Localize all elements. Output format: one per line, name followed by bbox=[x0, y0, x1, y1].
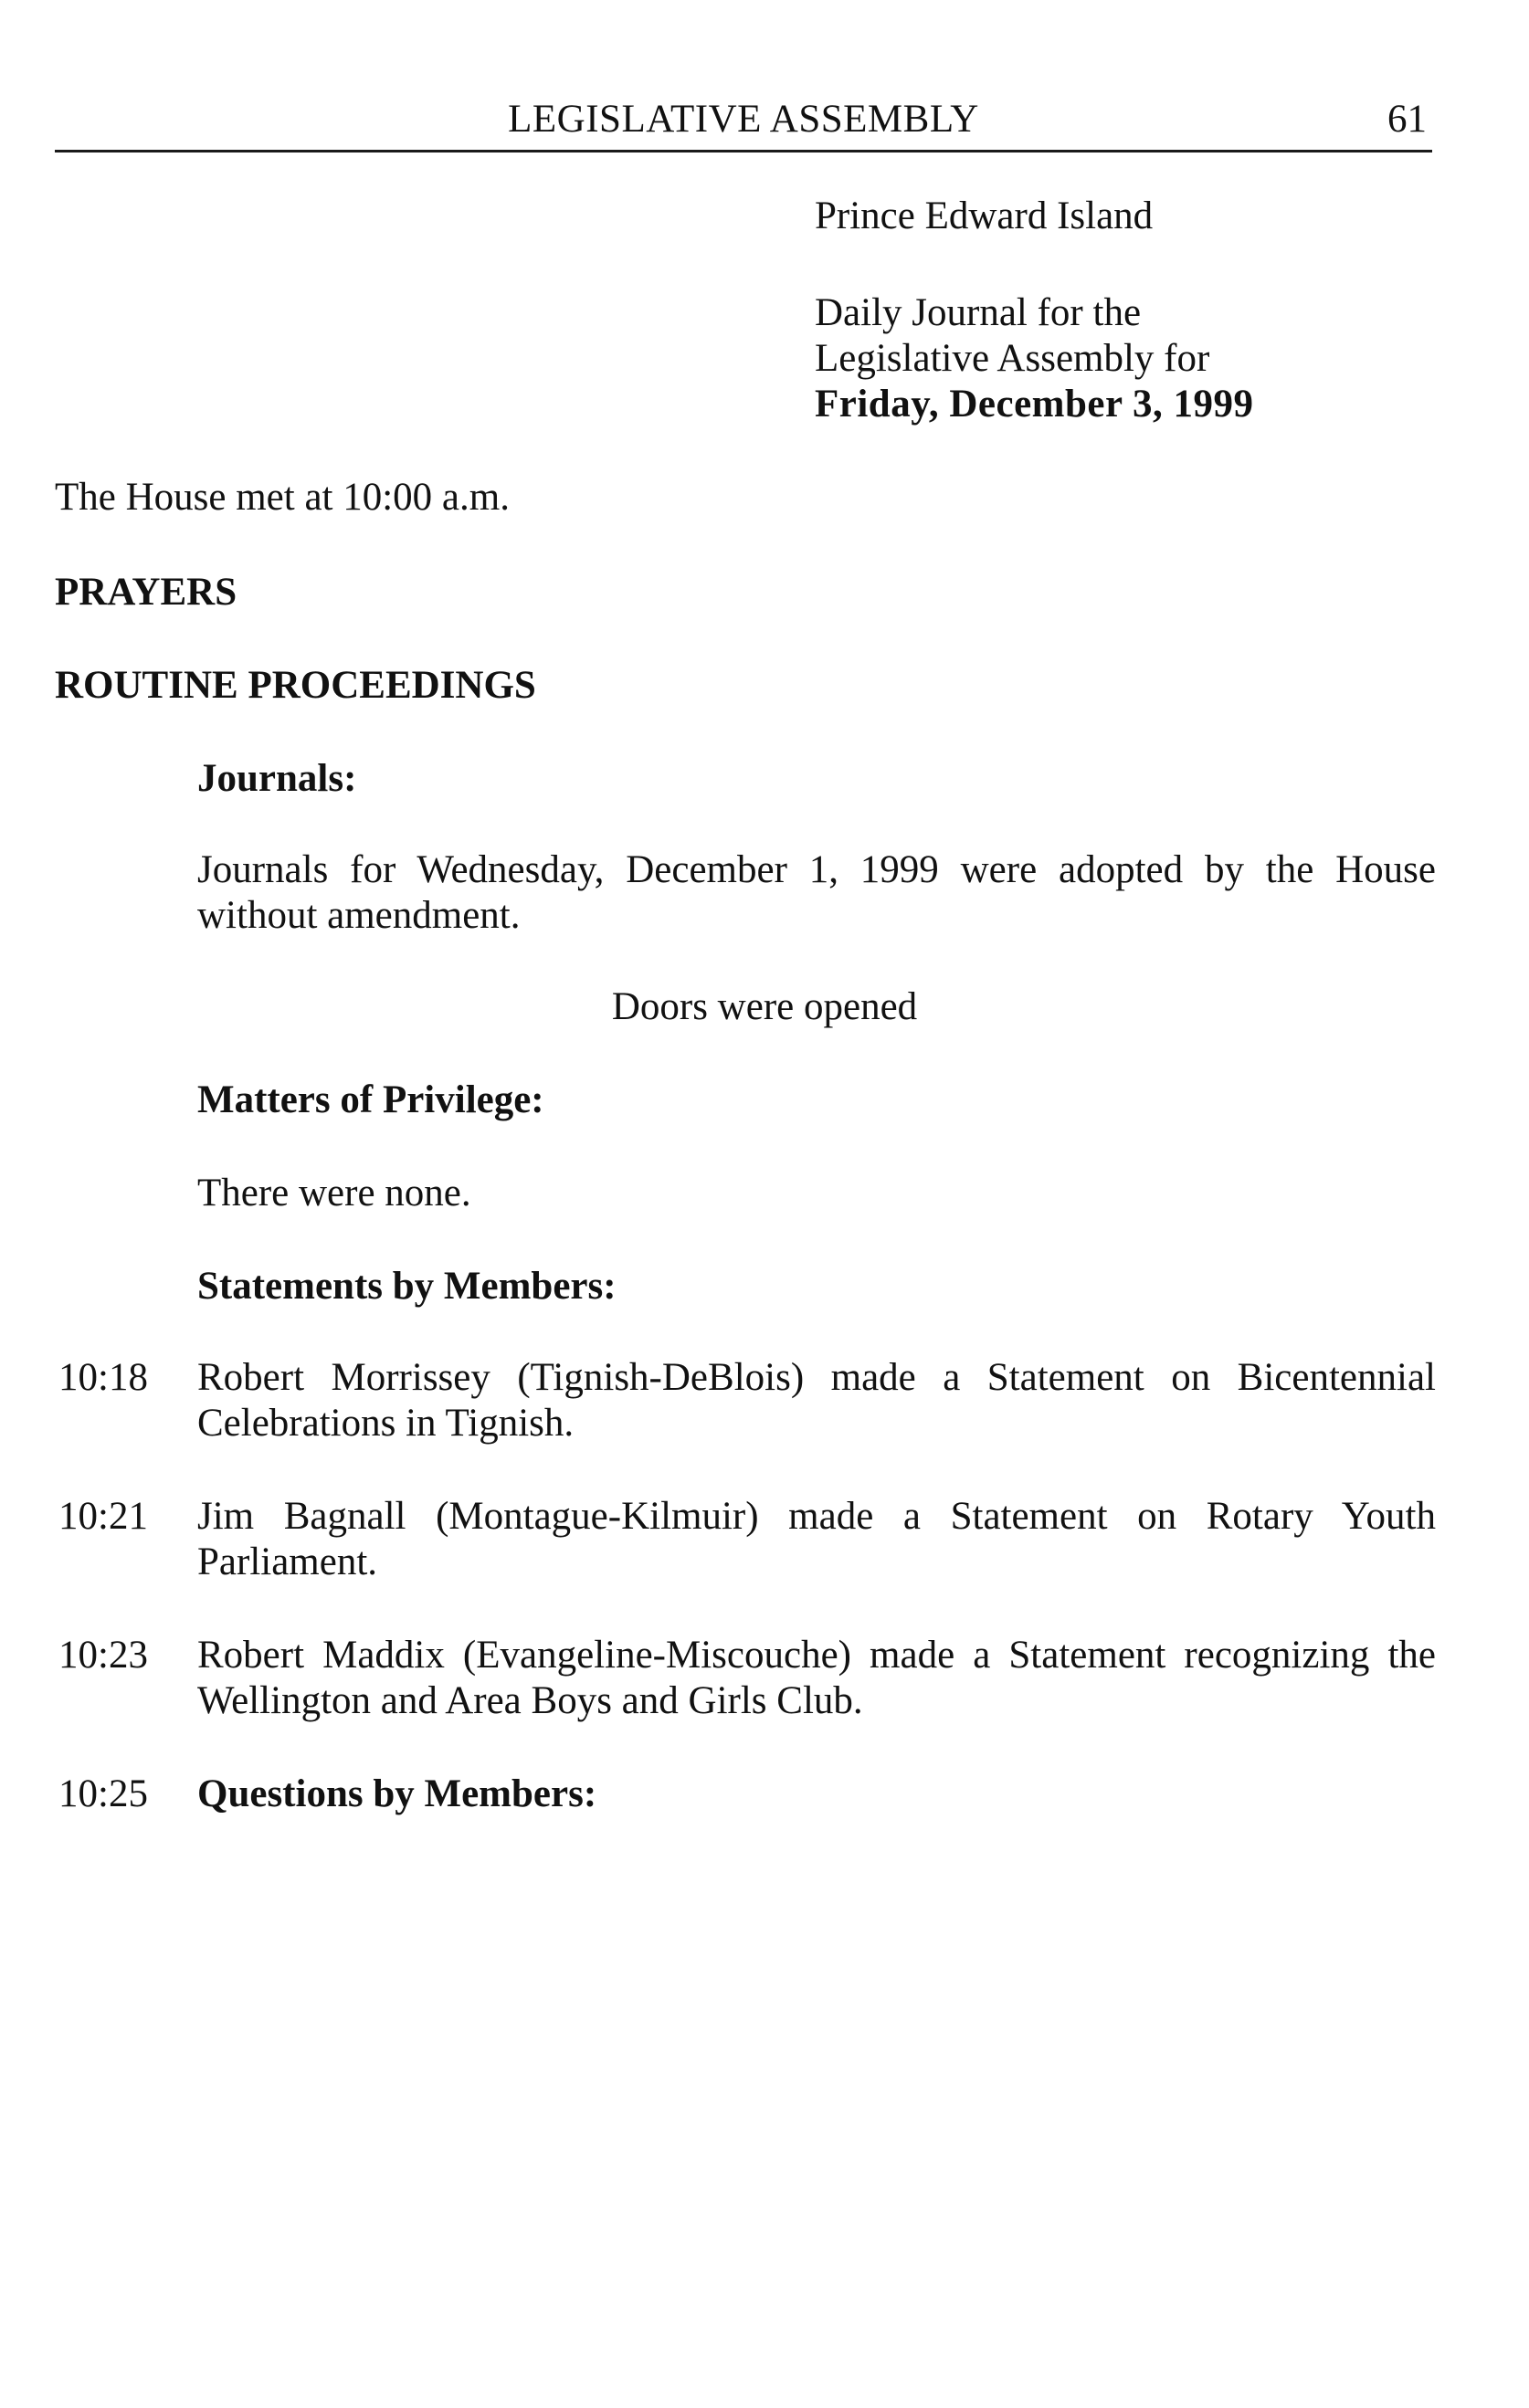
statement-text: Robert Morrissey (Tignish-DeBlois) made a Statement on Bicentennial Celebrations in Tignish. bbox=[197, 1356, 1436, 1445]
statements-heading: Statements by Members: bbox=[197, 1265, 617, 1308]
prayers-heading: PRAYERS bbox=[55, 571, 237, 614]
journal-title-line-2: Legislative Assembly for bbox=[815, 337, 1210, 380]
journals-text: Journals for Wednesday, December 1, 1999 were adopted by the House without amendment. bbox=[197, 848, 1436, 937]
doors-opened-note: Doors were opened bbox=[611, 985, 918, 1028]
privilege-text: There were none. bbox=[197, 1172, 471, 1215]
routine-proceedings-heading: ROUTINE PROCEEDINGS bbox=[55, 664, 536, 707]
statement-text: Jim Bagnall (Montague-Kilmuir) made a Statement on Rotary Youth Parliament. bbox=[197, 1495, 1436, 1583]
page-header bbox=[55, 89, 1432, 152]
questions-time: 10:25 bbox=[58, 1772, 148, 1815]
statement-time: 10:23 bbox=[58, 1634, 148, 1677]
statement-time: 10:18 bbox=[58, 1356, 148, 1399]
questions-heading: Questions by Members: bbox=[197, 1772, 597, 1815]
journal-date: Friday, December 3, 1999 bbox=[815, 383, 1254, 426]
jurisdiction: Prince Edward Island bbox=[815, 195, 1154, 237]
page-number: 61 bbox=[1387, 98, 1427, 141]
matters-of-privilege-heading: Matters of Privilege: bbox=[197, 1078, 544, 1121]
statement-text: Robert Maddix (Evangeline-Miscouche) made a Statement recognizing the Wellington and Area Boys and Girls Club. bbox=[197, 1634, 1436, 1722]
statement-time: 10:21 bbox=[58, 1495, 148, 1538]
header-title: LEGISLATIVE ASSEMBLY bbox=[508, 98, 979, 141]
journals-heading: Journals: bbox=[197, 757, 357, 800]
house-met-time: The House met at 10:00 a.m. bbox=[55, 476, 510, 519]
journal-title-line-1: Daily Journal for the bbox=[815, 291, 1142, 334]
